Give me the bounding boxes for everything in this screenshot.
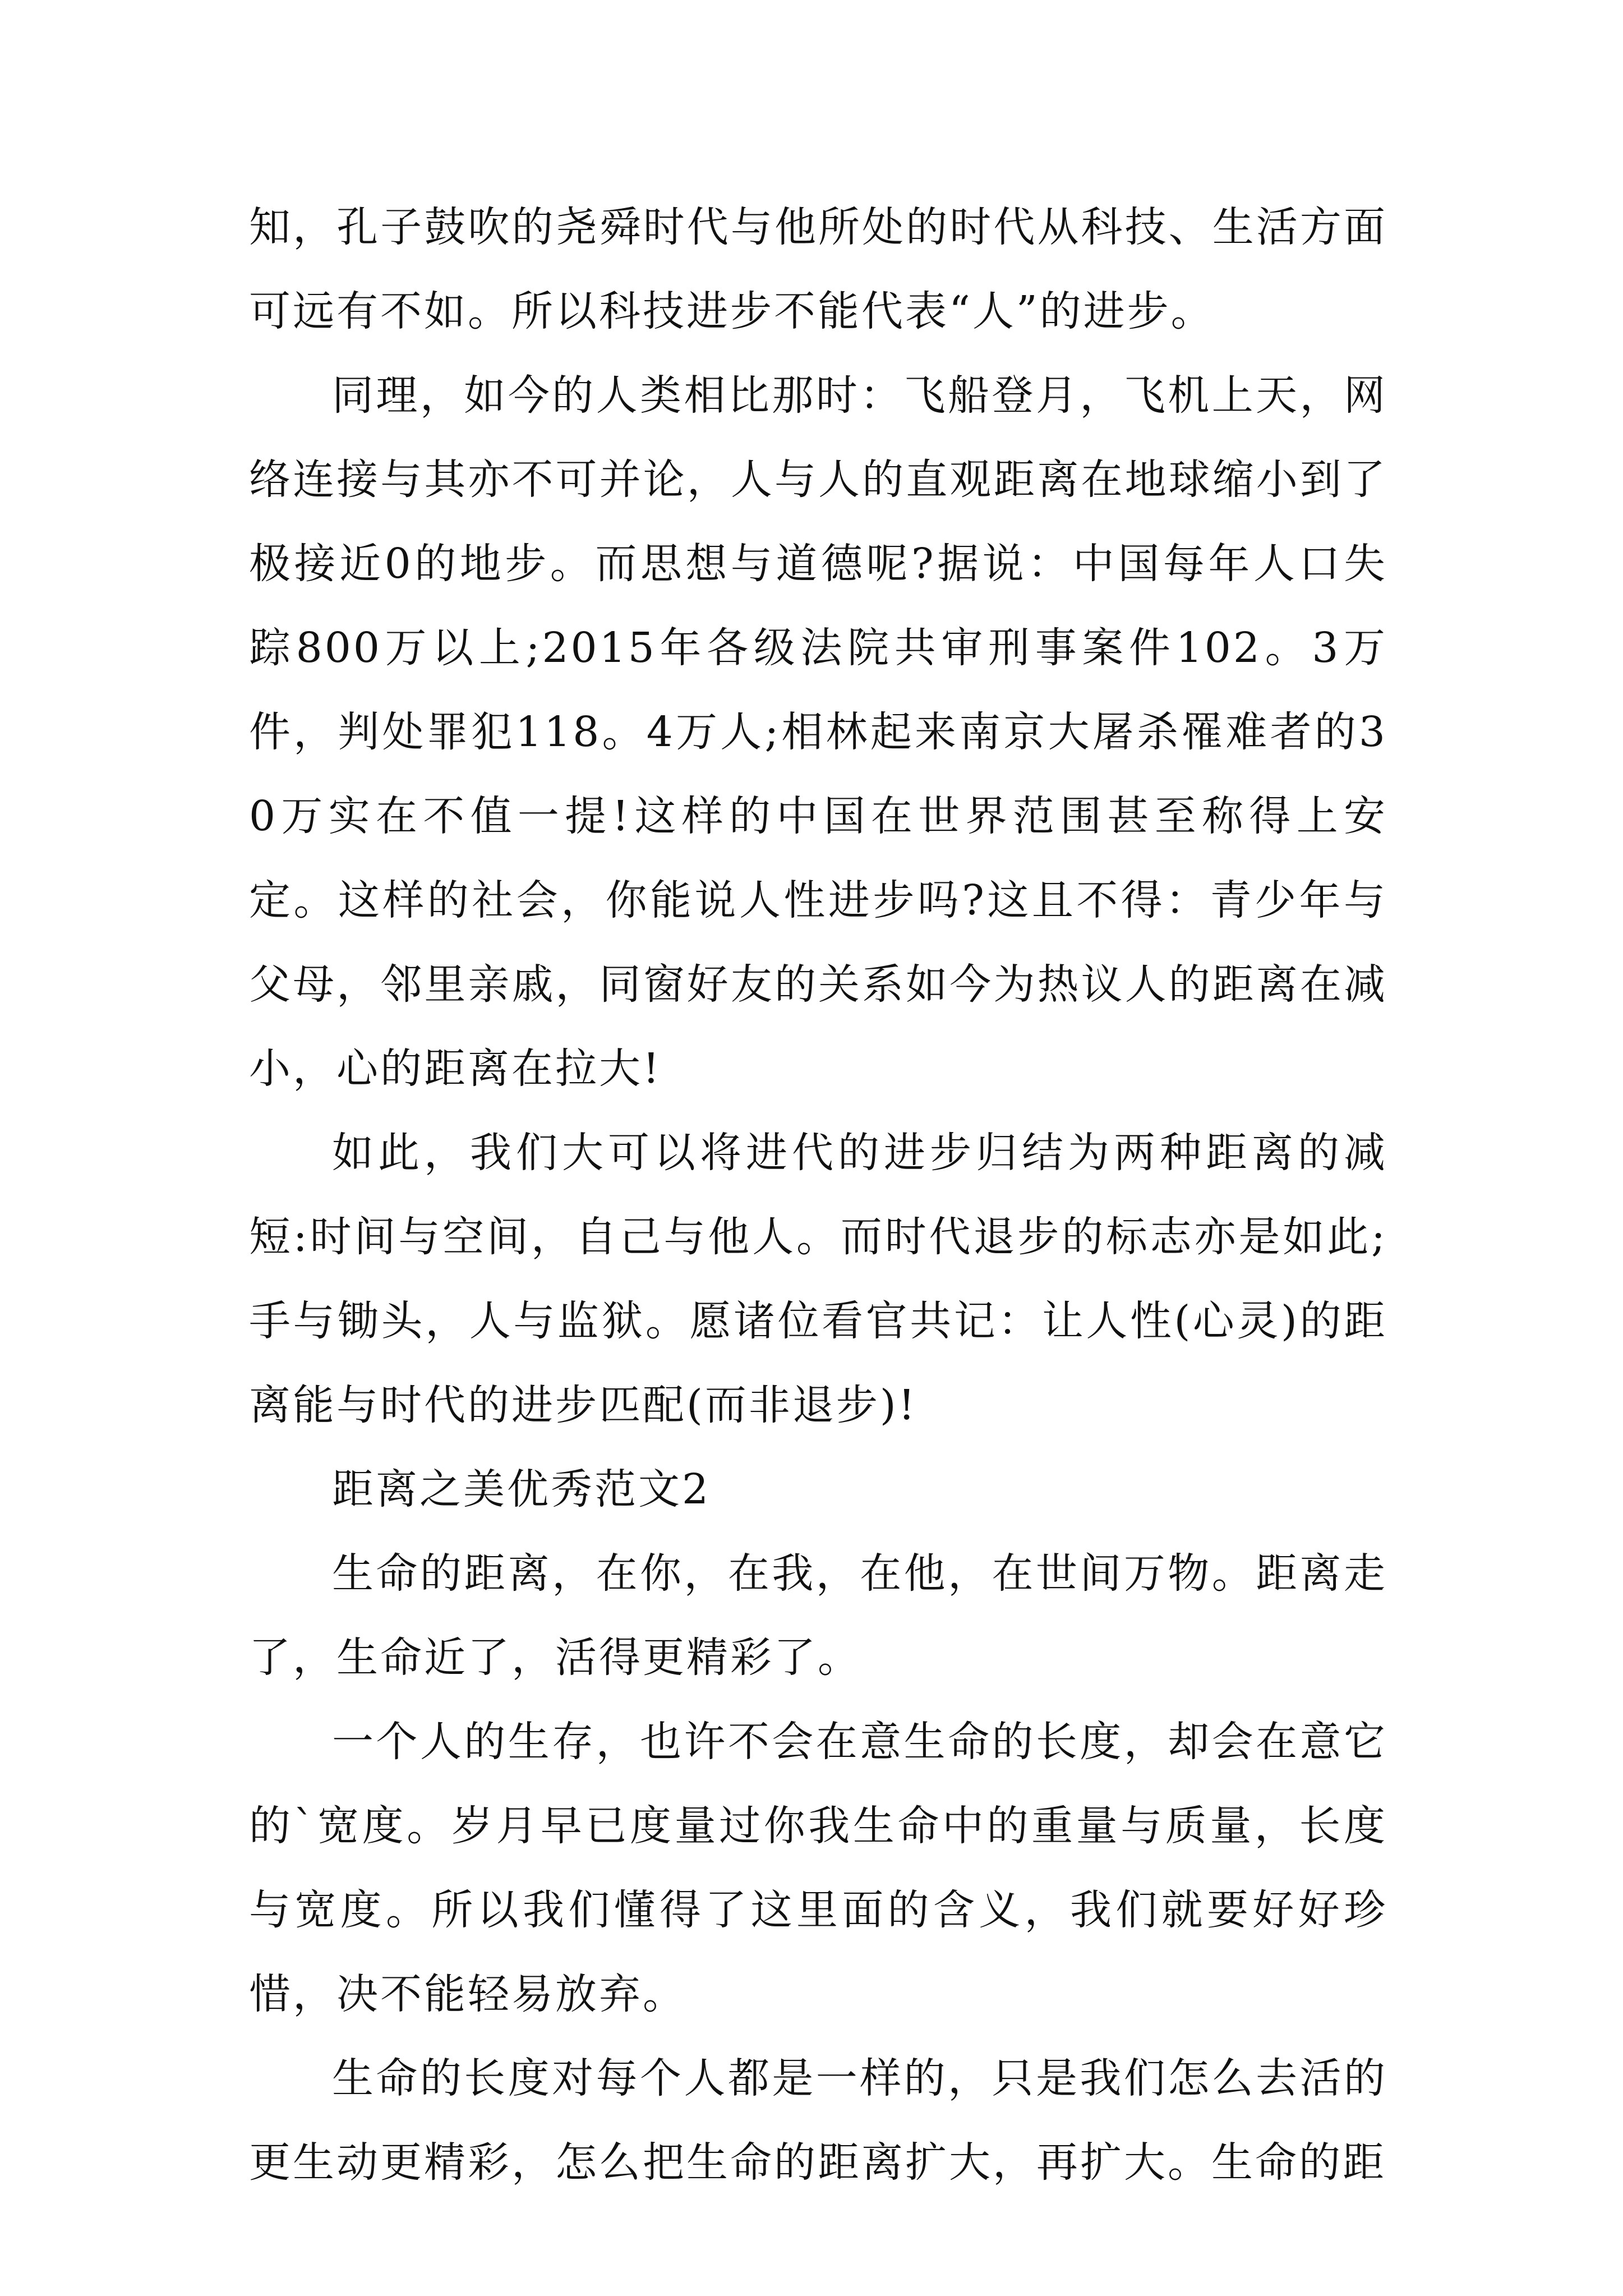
paragraph: 同理，如今的人类相比那时：飞船登月，飞机上天，网络连接与其亦不可并论，人与人的直观距离在地球缩小到了极接近0的地步。而思想与道德呢?据说：中国每年人口失踪800万以上;2015年各级法院共审刑事案件102。3万件，判处罪犯118。4万人;相林起来南京大屠杀罹难者的30万实在不值一提!这样的中国在世界范围甚至称得上安定。这样的社会，你能说人性进步吗?这且不得：青少年与父母，邻里亲戚，同窗好友的关系如今为热议人的距离在减小，心的距离在拉大! [249,371,1387,1093]
paragraph: 如此，我们大可以将进代的进步归结为两种距离的减短:时间与空间，自己与他人。而时代退步的标志亦是如此;手与锄头，人与监狱。愿诸位看官共记：让人性(心灵)的距离能与时代的进步匹配(而非退步)! [249,1129,1387,1429]
document-body [249,185,1387,2205]
paragraph: 一个人的生存，也许不会在意生命的长度，却会在意它的`宽度。岁月早已度量过你我生命中的重量与质量，长度与宽度。所以我们懂得了这里面的含义，我们就要好好珍惜，决不能轻易放弃。 [249,1718,1387,2018]
paragraph: 生命的长度对每个人都是一样的，只是我们怎么去活的更生动更精彩，怎么把生命的距离扩大，再扩大。生命的距 [249,2054,1387,2187]
paragraph: 生命的距离，在你，在我，在他，在世间万物。距离走了，生命近了，活得更精彩了。 [249,1549,1387,1682]
paragraph-continued: 知，孔子鼓吹的尧舜时代与他所处的时代从科技、生活方面可远有不如。所以科技进步不能代表“人”的进步。 [249,203,1387,335]
section-heading: 距离之美优秀范文2 [332,1465,711,1513]
